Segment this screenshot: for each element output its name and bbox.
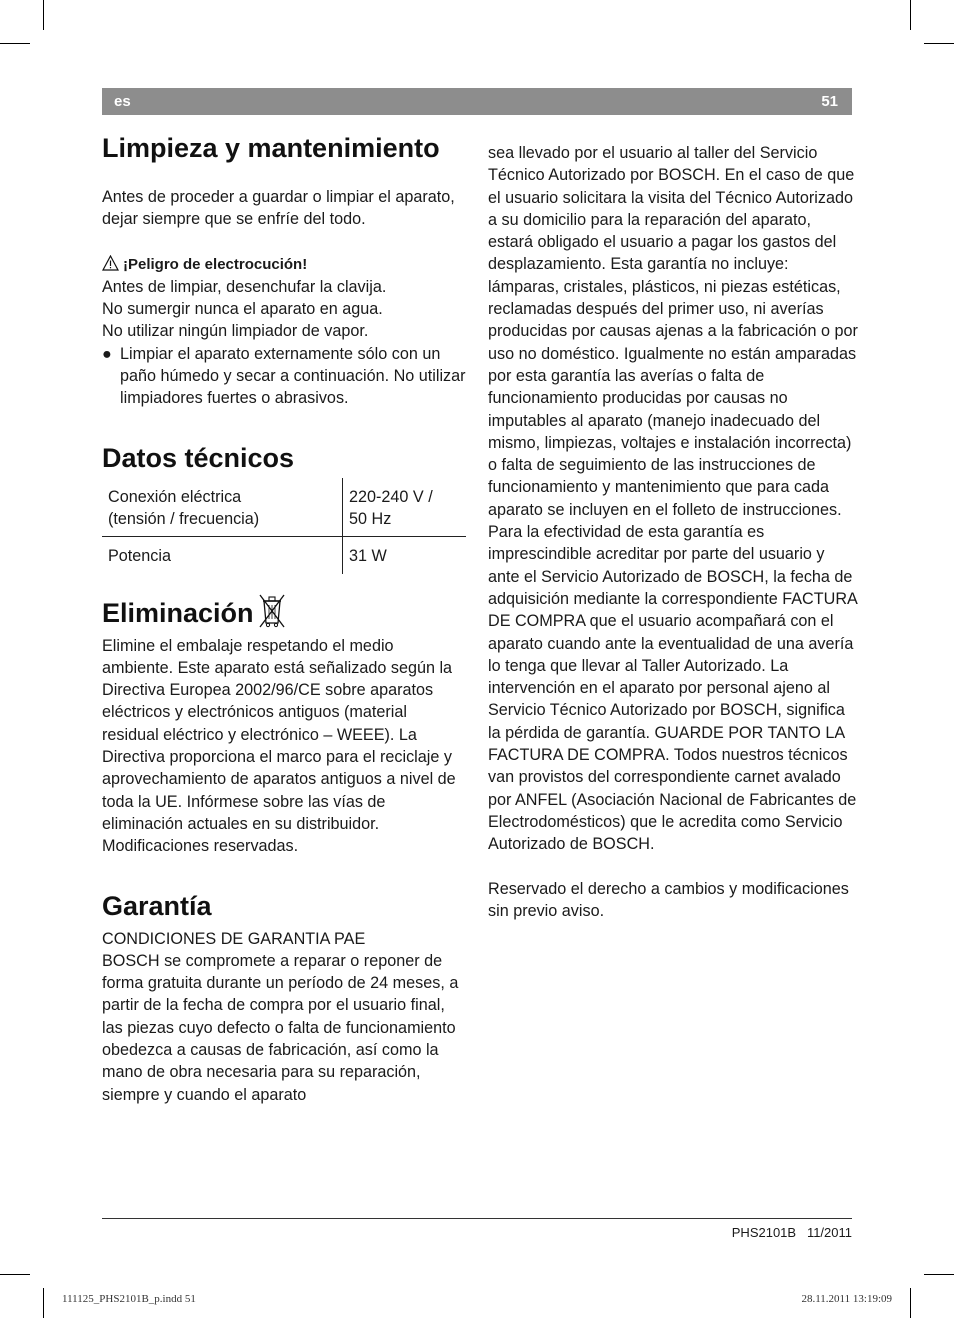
- crop-mark: [924, 43, 954, 44]
- crop-mark: [910, 1288, 911, 1318]
- crop-mark: [924, 1274, 954, 1275]
- warning-heading: [102, 253, 468, 276]
- warranty-text-right: sea llevado por el usuario al taller del Servicio Técnico Autorizado por BOSCH. En el caso de que el usuario solicitara la visita del Técnico Autorizado a su domicilio para la reparación del aparato, estará obligado el usuario a pagar los gastos del desplazamiento. Esta garantía no incluye: lámparas, cristales, plásticos, ni piezas estéticas, reclamadas después del primer uso, ni averías producidas por causas ajenas a la fabricación o por uso no doméstico. Igualmente no están amparadas por esta garantía las averías o falta de funcionamiento producidas por causas no imputables al aparato (manejo inadecuado del mismo, limpiezas, voltajes e instalación incorrecta) o falta de seguimiento de las instrucciones de funcionamiento y mantenimiento que para cada aparato se incluyen en el folleto de instrucciones. Para la efectividad de esta garantía es imprescindible acreditar por parte del usuario y ante el Servicio Autorizado de BOSCH, la fecha de adquisición mediante la correspondiente FACTURA DE COMPRA que el usuario acompañará con el aparato cuando ante la eventualidad de una avería lo tenga que llevar al Taller Autorizado. La intervención en el aparato por personal ajeno al Servicio Técnico Autorizado por BOSCH, significa la pérdida de garantía. GUARDE POR TANTO LA FACTURA DE COMPRA. Todos nuestros técnicos van provistos del correspondiente carnet avalado por ANFEL (Asociación Nacional de Fabricantes de Electrodomésticos) que le acredita como Servicio Autorizado de BOSCH.: [488, 144, 858, 854]
- right-column: [488, 142, 858, 922]
- spec-value-line: 50 Hz: [349, 509, 392, 528]
- page-header-bar: [102, 88, 852, 115]
- disposal-heading: [102, 592, 468, 631]
- spec-label-line: (tensión / frecuencia): [108, 509, 260, 528]
- warning-line: Antes de limpiar, desenchufar la clavija.: [102, 277, 387, 296]
- warranty-text-left: BOSCH se compromete a reparar o reponer de forma gratuita durante un período de 24 meses, a partir de la fecha de compra por el usuario final, las piezas cuyo defecto o falta de funcionamiento obedezca a causas de fabricación, así como la mano de obra necesaria para su reparación, siempre y cuando el aparato: [102, 951, 459, 1104]
- left-column: [102, 130, 468, 1106]
- spec-value: 31 W: [349, 547, 387, 566]
- table-row: [102, 537, 466, 574]
- crop-mark: [0, 1274, 30, 1275]
- warning-line: No utilizar ningún limpiador de vapor.: [102, 322, 369, 341]
- tech-title: Datos técnicos: [102, 442, 295, 473]
- cleaning-bullet: [102, 343, 468, 410]
- cleaning-title: Limpieza y mantenimiento: [102, 133, 440, 163]
- disposal-text: Elimine el embalaje respetando el medio ambiente. Este aparato está señalizado según la Directiva Europea 2002/96/CE sobre aparatos eléctricos y electrónicos antiguos (material residual eléctrico y electrónico – WEEE). La Directiva proporciona el marco para el reciclaje y aprovechamiento de aparatos antiguos a nivel de toda la UE. Infórmese sobre las vías de eliminación actuales en su distribuidor.: [102, 636, 456, 833]
- page-number: 51: [821, 93, 838, 110]
- spec-label: [102, 478, 343, 537]
- spec-label: Potencia: [102, 537, 343, 574]
- edition-date: 11/2011: [806, 1225, 852, 1240]
- page-footer: [732, 1225, 852, 1240]
- cleaning-intro: Antes de proceder a guardar o limpiar el aparato, dejar siempre que se enfríe del todo.: [102, 188, 455, 229]
- disposal-title: Eliminación: [102, 597, 254, 628]
- print-slug-timestamp: 28.11.2011 13:19:09: [801, 1293, 892, 1305]
- crop-mark: [0, 43, 30, 44]
- language-code: es: [114, 93, 131, 110]
- disposal-note: Modificaciones reservadas.: [102, 837, 299, 856]
- warning-line: No sumergir nunca el aparato en agua.: [102, 300, 383, 319]
- tech-spec-table: [102, 478, 466, 574]
- warning-title: ¡Peligro de electrocución!: [123, 255, 308, 273]
- warning-triangle-icon: [102, 255, 119, 271]
- warranty-title: Garantía: [102, 890, 212, 921]
- crop-mark: [43, 1288, 44, 1318]
- cleaning-bullet-text: Limpiar el aparato externamente sólo con un paño húmedo y secar a continuación. No utilizar limpiadores fuertes o abrasivos.: [120, 344, 466, 408]
- weee-crossed-bin-icon: [258, 592, 286, 628]
- crop-mark: [43, 0, 44, 30]
- spec-label-line: Conexión eléctrica: [108, 487, 242, 506]
- print-slug-file: 111125_PHS2101B_p.indd 51: [62, 1293, 196, 1305]
- spec-value: [343, 478, 467, 537]
- table-row: [102, 478, 466, 537]
- warranty-heading: CONDICIONES DE GARANTIA PAE: [102, 929, 366, 948]
- crop-mark: [910, 0, 911, 30]
- bullet-dot-icon: ●: [102, 344, 112, 363]
- model-number: PHS2101B: [731, 1225, 797, 1240]
- footer-rule: [102, 1218, 852, 1219]
- warranty-reserved: Reservado el derecho a cambios y modificaciones sin previo aviso.: [488, 879, 849, 920]
- spec-value-line: 220-240 V /: [349, 487, 433, 506]
